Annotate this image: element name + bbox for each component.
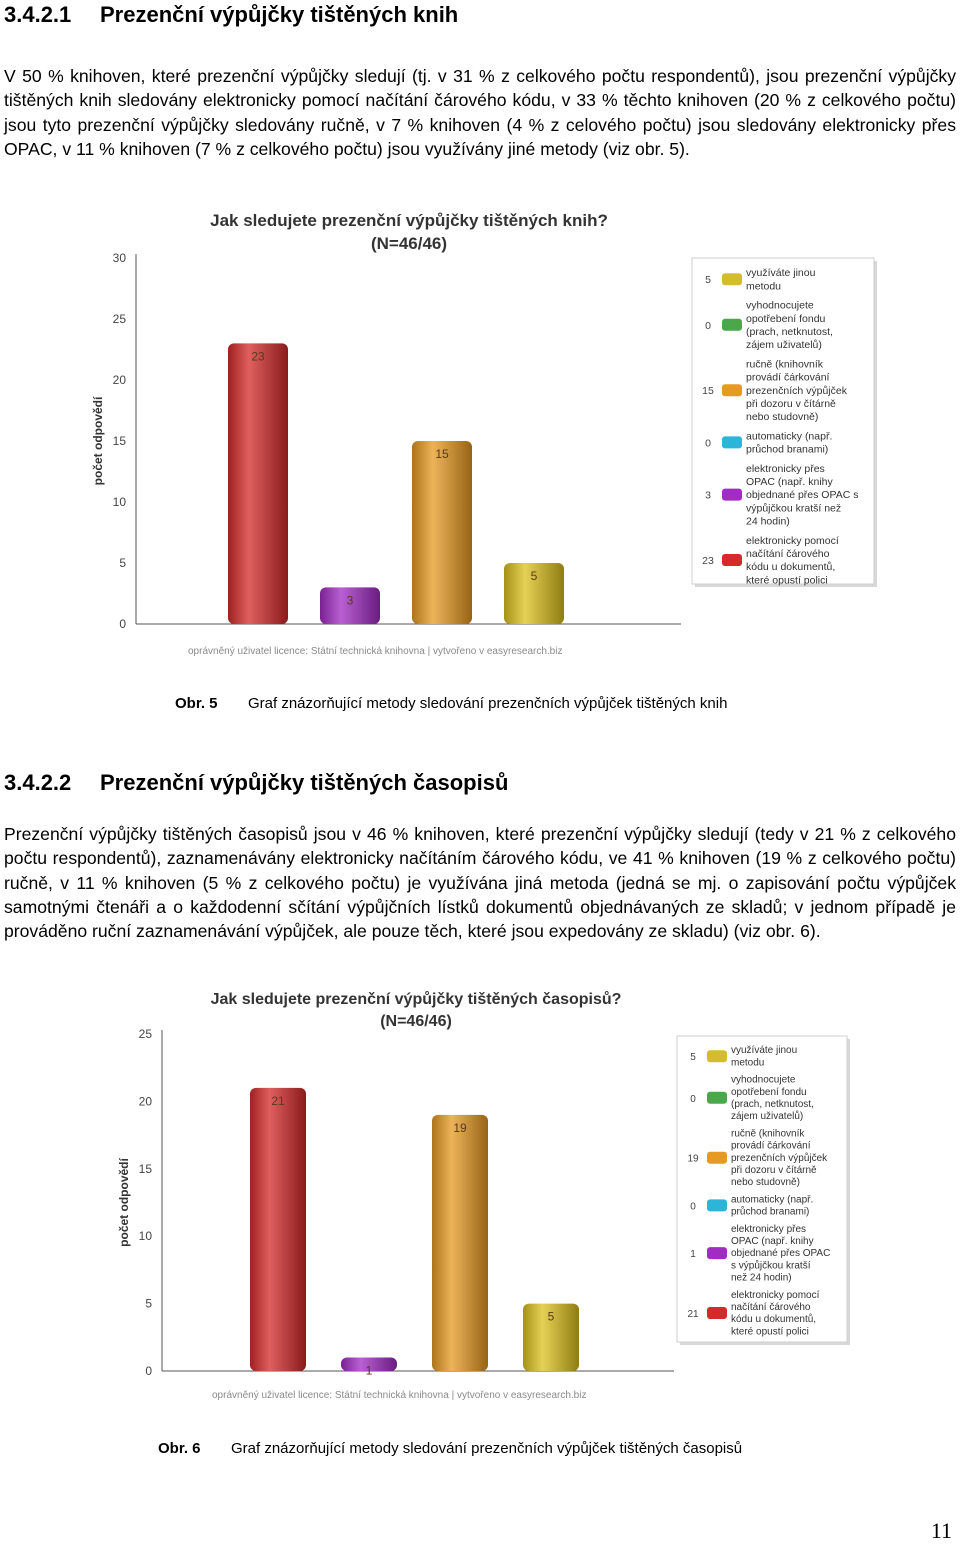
section-number: 3.4.2.2 <box>4 770 72 795</box>
legend-count: 15 <box>702 385 714 398</box>
section-title: Prezenční výpůjčky tištěných knih <box>100 2 459 27</box>
legend-count: 19 <box>687 1153 699 1165</box>
legend-swatch <box>707 1199 727 1211</box>
legend-label: načítání čárového <box>731 1302 811 1313</box>
legend-label: opotřebení fondu <box>746 312 826 325</box>
legend-label: opotřebení fondu <box>731 1086 807 1098</box>
legend-count: 21 <box>687 1309 699 1320</box>
chart-subtitle: (N=46/46) <box>380 1013 452 1030</box>
y-tick-label: 15 <box>138 1161 152 1176</box>
legend-label: využíváte jinou <box>746 267 816 280</box>
paragraph-journals: Prezenční výpůjčky tištěných časopisů jsou v 46 % knihoven, které prezenční výpůjčky sledují (tedy v 21 % z celkového počtu respondentů), zaznamenávány elektronicky načítáním čárového kódu, ve 41 % knihoven (19 % z celkového počtu) ručně, v 11 % knihoven (5 % z celkového počtu) je využívána jiná metoda (jedná se mj. o zapisování počtu výpůjček samotnými čtenáři a o každodenní sčítání výpůjčních lístků dokumentů objednávaných ze skladů; v jednom případě je prováděno ruční zaznamenávání výpůjček, ale pouze těch, které jsou expedovány ze skladu) (viz obr. 6). <box>4 824 956 942</box>
caption-books <box>175 695 727 712</box>
bar-value-label: 21 <box>271 1093 285 1108</box>
bar-value-label: 1 <box>365 1363 373 1378</box>
legend-label: provádí čárkování <box>731 1140 811 1152</box>
legend-count: 0 <box>690 1201 696 1213</box>
bar-value-label: 3 <box>346 593 354 608</box>
legend-label: při dozoru v čítárně <box>746 398 836 410</box>
legend-label: které opustí polici <box>731 1326 809 1338</box>
y-tick-label: 30 <box>112 251 126 265</box>
legend-swatch <box>707 1092 727 1104</box>
legend-label: vyhodnocujete <box>746 299 814 312</box>
legend-label: prezenčních výpůjček <box>731 1152 828 1164</box>
y-tick-label: 25 <box>138 1027 152 1041</box>
legend-label: zájem uživatelů) <box>731 1111 804 1123</box>
legend-label: 24 hodin) <box>746 515 790 528</box>
legend-label: kódu u dokumentů, <box>746 561 836 574</box>
legend-label: průchod branami) <box>731 1206 810 1218</box>
legend-swatch <box>722 384 742 396</box>
legend-swatch <box>707 1247 727 1259</box>
legend-label: objednané přes OPAC <box>731 1248 831 1260</box>
y-tick-label: 10 <box>138 1229 152 1244</box>
caption-journals <box>158 1440 742 1457</box>
chart-footer: oprávněný uživatel licence: Státní technická knihovna | vytvořeno v easyresearch.biz <box>188 646 563 657</box>
legend-label: OPAC (např. knihy <box>746 476 833 488</box>
page-number: 11 <box>930 1518 952 1543</box>
legend-count: 0 <box>705 319 711 332</box>
bar <box>412 441 472 624</box>
legend-label: načítání čárového <box>746 548 830 560</box>
section-heading-books <box>4 2 458 28</box>
chart-journals <box>104 974 856 1414</box>
legend-swatch <box>722 489 742 501</box>
legend-count: 0 <box>705 437 711 450</box>
bar <box>250 1088 306 1371</box>
caption-text: Graf znázorňující metody sledování prezenčních výpůjček tištěných časopisů <box>231 1440 743 1457</box>
y-tick-label: 0 <box>145 1364 152 1378</box>
legend-swatch <box>722 436 742 448</box>
legend-count: 0 <box>690 1093 696 1105</box>
bar-value-label: 19 <box>453 1120 467 1135</box>
legend-swatch <box>722 319 742 331</box>
section-number: 3.4.2.1 <box>4 2 72 27</box>
legend-label: elektronicky pomocí <box>746 534 839 547</box>
section-title: Prezenční výpůjčky tištěných časopisů <box>100 770 509 795</box>
y-tick-label: 20 <box>112 373 126 387</box>
paragraph-books: V 50 % knihoven, které prezenční výpůjčky sledují (tj. v 31 % z celkového počtu respondentů), jsou prezenční výpůjčky tištěných knih sledovány elektronicky pomocí načítání čárového kódu, v 33 % těchto knihoven (20 % z celkového počtu) jsou tyto prezenční výpůjčky sledovány ručně, v 7 % knihoven (4 % z celového počtu) jsou sledovány elektronicky přes OPAC, v 11 % knihoven (7 % z celkového počtu) jsou využívány jiné metody (viz obr. 5). <box>4 66 956 159</box>
caption-label: Obr. 5 <box>175 695 218 712</box>
legend-label: které opustí polici <box>746 574 828 587</box>
chart-books-svg <box>76 188 886 673</box>
bar <box>228 343 288 624</box>
legend-label: než 24 hodin) <box>731 1272 792 1284</box>
legend-swatch <box>722 554 742 566</box>
legend-swatch <box>707 1152 727 1164</box>
legend-count: 5 <box>705 274 711 287</box>
y-tick-label: 10 <box>112 495 126 509</box>
legend-swatch <box>722 273 742 285</box>
legend-label: kódu u dokumentů, <box>731 1314 817 1326</box>
caption-label: Obr. 6 <box>158 1440 201 1457</box>
legend-label: (prach, netknutost, <box>731 1099 814 1110</box>
legend-label: automaticky (např. <box>746 430 833 443</box>
bar-value-label: 5 <box>530 569 538 583</box>
legend-label: zájem uživatelů) <box>746 339 822 352</box>
caption-text: Graf znázorňující metody sledování prezenčních výpůjček tištěných knih <box>248 695 728 712</box>
legend-label: elektronicky pomocí <box>731 1289 820 1301</box>
chart-subtitle: (N=46/46) <box>370 234 448 253</box>
legend-count: 5 <box>690 1052 696 1064</box>
y-tick-label: 5 <box>119 556 126 570</box>
legend-label: prezenčních výpůjček <box>746 384 847 397</box>
legend-label: (prach, netknutost, <box>746 326 833 338</box>
legend-label: výpůjčkou kratší než <box>746 502 842 515</box>
legend-label: objednané přes OPAC s <box>746 489 859 502</box>
legend-label: metodu <box>731 1057 765 1069</box>
legend-label: metodu <box>746 280 782 293</box>
chart-footer: oprávněný uživatel licence: Státní technická knihovna | vytvořeno v easyresearch.biz <box>212 1390 587 1401</box>
legend-label: nebo studovně) <box>731 1177 800 1189</box>
bar <box>432 1115 488 1371</box>
legend-label: automaticky (např. <box>731 1194 814 1206</box>
legend-count: 23 <box>702 555 714 567</box>
legend-label: ručně (knihovník <box>746 358 824 371</box>
section-heading-journals <box>4 770 508 796</box>
chart-books <box>76 188 886 673</box>
legend-swatch <box>707 1050 727 1062</box>
y-tick-label: 25 <box>112 312 126 326</box>
legend-swatch <box>707 1307 727 1319</box>
chart-title: Jak sledujete prezenční výpůjčky tištěných časopisů? <box>210 991 622 1008</box>
legend-label: při dozoru v čítárně <box>731 1165 817 1176</box>
legend-count: 3 <box>705 489 711 502</box>
y-tick-label: 20 <box>138 1094 152 1109</box>
chart-title: Jak sledujete prezenční výpůjčky tištěných knih? <box>210 211 608 230</box>
legend-label: využíváte jinou <box>731 1045 798 1057</box>
legend-count: 1 <box>690 1249 696 1261</box>
y-tick-label: 0 <box>119 617 126 631</box>
legend-label: průchod branami) <box>746 443 829 456</box>
legend-label: nebo studovně) <box>746 411 819 424</box>
chart-journals-svg <box>104 974 856 1414</box>
legend-label: s výpůjčkou kratší <box>731 1260 811 1272</box>
y-axis-label: počet odpovědí <box>91 396 105 486</box>
y-tick-label: 5 <box>145 1296 152 1311</box>
legend-label: ručně (knihovník <box>731 1128 805 1140</box>
y-axis-label: počet odpovědí <box>117 1158 131 1247</box>
legend-label: provádí čárkování <box>746 371 830 384</box>
bar-value-label: 5 <box>547 1309 555 1324</box>
legend-label: OPAC (např. knihy <box>731 1236 814 1247</box>
y-tick-label: 15 <box>112 434 126 448</box>
legend-label: elektronicky přes <box>731 1223 807 1235</box>
legend-label: elektronicky přes <box>746 462 825 475</box>
bar-value-label: 23 <box>251 349 265 364</box>
legend-label: vyhodnocujete <box>731 1074 796 1086</box>
bar-value-label: 15 <box>435 447 449 461</box>
